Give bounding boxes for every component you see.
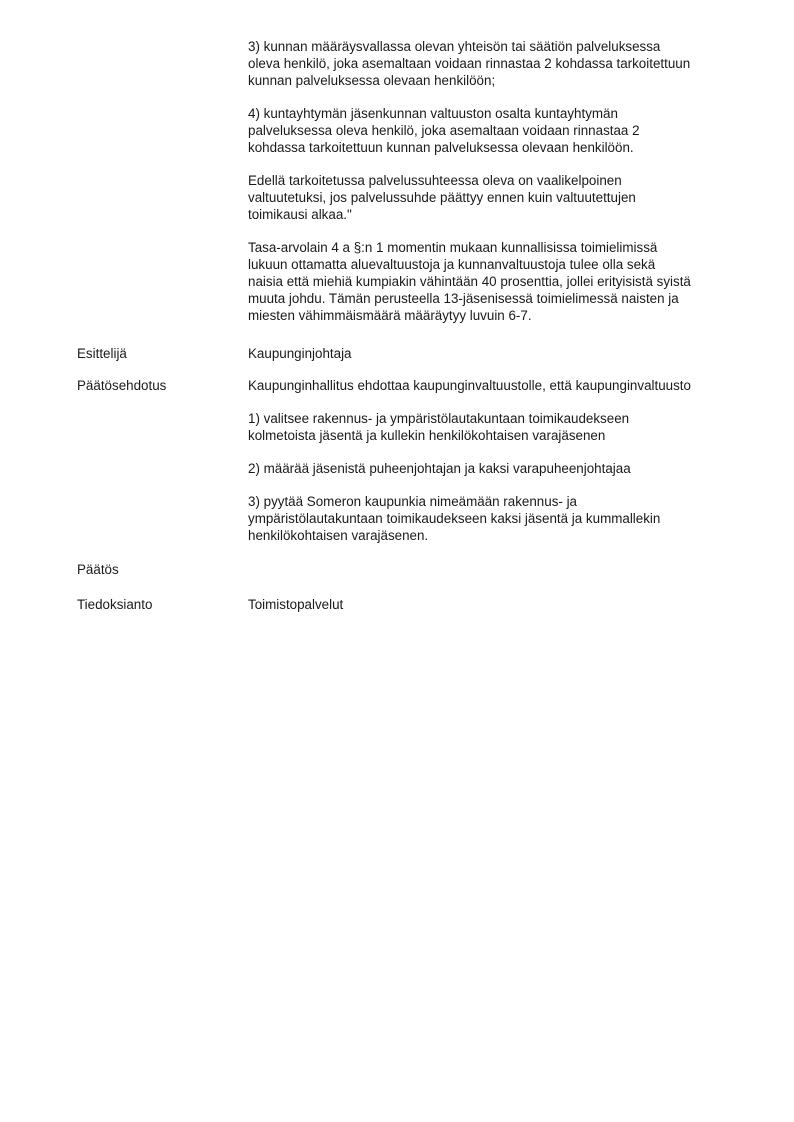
intro-section — [248, 38, 748, 340]
text-line: 2) määrää jäsenistä puheenjohtajan ja kaksi varapuheenjohtajaa — [248, 461, 631, 476]
proposal-item-1 — [248, 410, 748, 444]
eligibility-paragraph — [248, 172, 748, 223]
proposal-item-3 — [248, 493, 748, 544]
intro-item-3 — [248, 38, 748, 89]
text-line: henkilökohtaisen varajäsenen. — [248, 528, 429, 543]
equality-paragraph — [248, 239, 748, 324]
text-line: lukuun ottamatta aluevaltuustoja ja kunnanvaltuustoja tulee olla sekä — [248, 257, 656, 272]
text-line: toimikausi alkaa." — [248, 207, 352, 222]
text-line: ympäristölautakuntaan toimikaudekseen kaksi jäsentä ja kummallekin — [248, 511, 661, 526]
text-line: oleva henkilö, joka asemaltaan voidaan rinnastaa 2 kohdassa tarkoitettuun — [248, 56, 691, 71]
esittelija-value: Kaupunginjohtaja — [248, 346, 352, 361]
text-line: palveluksessa oleva henkilö, joka asemaltaan voidaan rinnastaa 2 — [248, 123, 640, 138]
text-line: 1) valitsee rakennus- ja ympäristölautakuntaan toimikaudekseen — [248, 411, 630, 426]
text-line: kunnan palveluksessa olevaan henkilöön; — [248, 73, 496, 88]
text-line: muuta johdu. Tämän perusteella 13-jäsenisessä toimielimessä naisten ja — [248, 291, 679, 306]
paatos-label: Päätös — [77, 562, 119, 577]
text-line: 3) pyytää Someron kaupunkia nimeämään rakennus- ja — [248, 494, 577, 509]
tiedoksianto-label: Tiedoksianto — [77, 597, 153, 612]
text-line: Edellä tarkoitetussa palvelussuhteessa oleva on vaalikelpoinen — [248, 173, 622, 188]
text-line: Tasa-arvolain 4 a §:n 1 momentin mukaan kunnallisissa toimielimissä — [248, 240, 658, 255]
proposal-item-2 — [248, 460, 748, 477]
text-line: 3) kunnan määräysvallassa olevan yhteisön tai säätiön palveluksessa — [248, 39, 661, 54]
paatosehdotus-content — [248, 377, 748, 560]
paatosehdotus-lead: Kaupunginhallitus ehdottaa kaupunginvaltuustolle, että kaupunginvaltuusto — [248, 378, 691, 393]
text-line: 4) kuntayhtymän jäsenkunnan valtuuston osalta kuntayhtymän — [248, 106, 618, 121]
tiedoksianto-value: Toimistopalvelut — [248, 597, 344, 612]
text-line: kolmetoista jäsentä ja kullekin henkilökohtaisen varajäsenen — [248, 428, 606, 443]
text-line: miesten vähimmäismäärä määräytyy luvuin 6-7. — [248, 308, 532, 323]
intro-item-4 — [248, 105, 748, 156]
text-line: naisia että miehiä kumpiakin vähintään 40 prosenttia, jollei erityisistä syistä — [248, 274, 691, 289]
paatosehdotus-label: Päätösehdotus — [77, 378, 167, 393]
text-line: kohdassa tarkoitettuun kunnan palveluksessa olevaan henkilöön. — [248, 140, 634, 155]
text-line: valtuutetuksi, jos palvelussuhde päättyy ennen kuin valtuutettujen — [248, 190, 636, 205]
esittelija-label: Esittelijä — [77, 346, 127, 361]
